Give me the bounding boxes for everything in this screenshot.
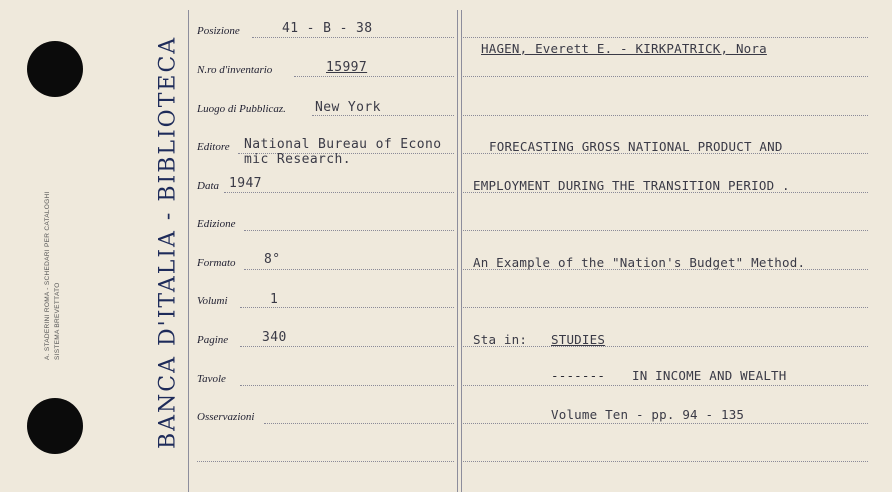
rule — [240, 346, 454, 347]
label-pagine: Pagine — [197, 334, 229, 346]
entry-series-line2: IN INCOME AND WEALTH — [632, 368, 787, 383]
label-posizione: Posizione — [197, 25, 240, 37]
entry-series-line3: Volume Ten - pp. 94 - 135 — [551, 407, 745, 422]
rule — [294, 76, 454, 77]
library-name: BANCA D'ITALIA - BIBLIOTECA — [155, 35, 181, 450]
rule — [240, 385, 454, 386]
value-posizione: 41 - B - 38 — [282, 21, 373, 36]
label-edizione: Edizione — [197, 218, 236, 230]
divider-left — [188, 10, 189, 492]
value-pagine: 340 — [262, 330, 287, 345]
value-volumi: 1 — [270, 292, 279, 307]
label-data: Data — [197, 180, 219, 192]
rule — [224, 192, 454, 193]
rule — [463, 230, 868, 231]
entry-series-prefix: Sta in: — [473, 332, 528, 347]
entry-title-line2: EMPLOYMENT DURING THE TRANSITION PERIOD . — [473, 178, 790, 193]
punch-hole-top — [27, 41, 83, 97]
printer-credit — [44, 150, 64, 360]
rule — [463, 385, 868, 386]
label-volumi: Volumi — [197, 295, 228, 307]
value-luogo: New York — [315, 100, 381, 115]
divider-middle-b — [461, 10, 462, 492]
value-editore-line1: National Bureau of Econo — [244, 137, 442, 152]
entry-series-name: STUDIES — [551, 332, 606, 347]
entry-subtitle: An Example of the "Nation's Budget" Method. — [473, 255, 806, 270]
rule — [463, 307, 868, 308]
rule — [463, 76, 868, 77]
rule — [463, 37, 868, 38]
punch-hole-bottom — [27, 398, 83, 454]
entry-authors: HAGEN, Everett E. - KIRKPATRICK, Nora — [481, 41, 767, 56]
value-inventario: 15997 — [326, 60, 368, 75]
rule — [244, 269, 454, 270]
rule — [463, 423, 868, 424]
divider-middle-a — [457, 10, 458, 492]
printer-credit-line2: SISTEMA BREVETTATO — [54, 282, 61, 360]
value-editore-line2: mic Research. — [244, 152, 351, 167]
label-editore: Editore — [197, 141, 230, 153]
label-formato: Formato — [197, 257, 236, 269]
entry-series-dash: ------- — [551, 368, 606, 383]
label-inventario: N.ro d'inventario — [197, 64, 273, 76]
rule — [244, 230, 454, 231]
label-tavole: Tavole — [197, 373, 226, 385]
rule — [240, 307, 454, 308]
printer-credit-line1: A. STADERINI ROMA - SCHEDARI PER CATALOGHI — [44, 191, 51, 360]
rule — [463, 115, 868, 116]
label-osservazioni: Osservazioni — [197, 411, 255, 423]
rule — [252, 37, 454, 38]
value-data: 1947 — [229, 176, 262, 191]
rule — [463, 461, 868, 462]
value-formato: 8° — [264, 252, 281, 267]
entry-title-line1: FORECASTING GROSS NATIONAL PRODUCT AND — [489, 139, 783, 154]
rule — [312, 115, 454, 116]
label-luogo: Luogo di Pubblicaz. — [197, 103, 286, 115]
rule — [197, 461, 454, 462]
rule — [264, 423, 454, 424]
